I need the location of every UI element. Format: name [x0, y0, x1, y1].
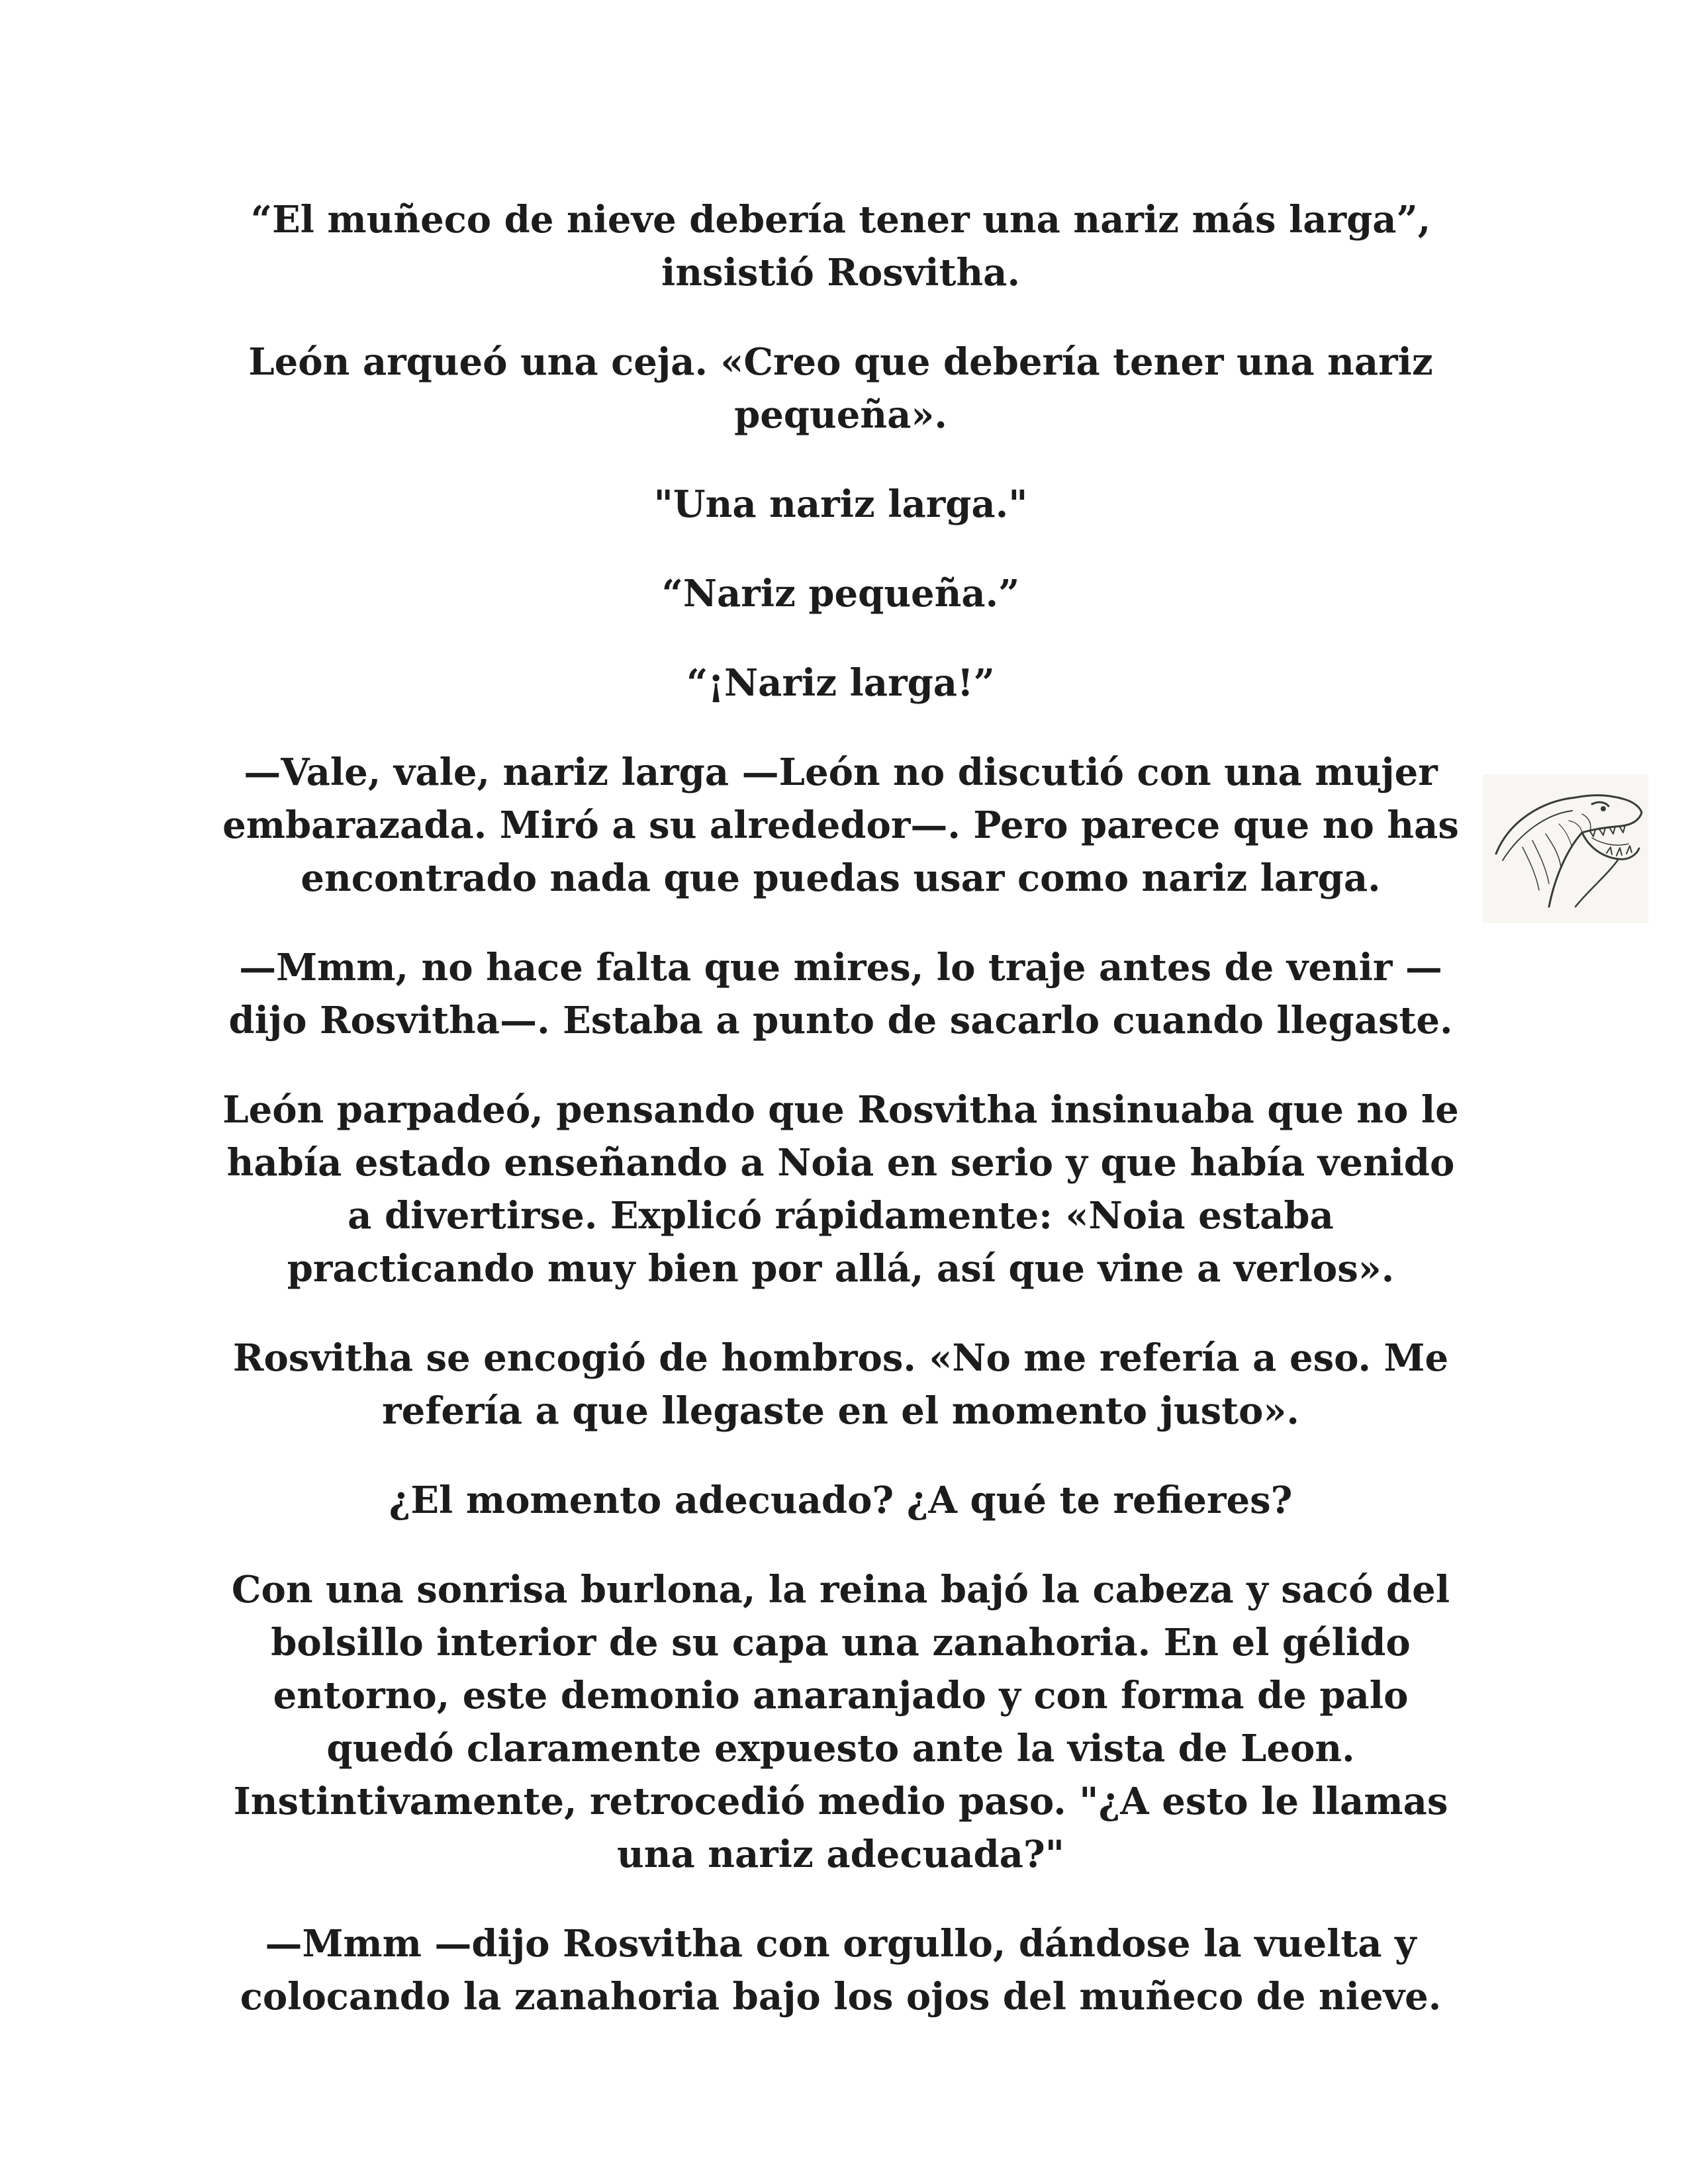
paragraph-1: “El muñeco de nieve debería tener una nariz más larga”, insistió Rosvitha.: [250, 198, 1431, 295]
paragraph-7: —Mmm, no hace falta que mires, lo traje antes de venir —dijo Rosvitha—. Estaba a punto de sacarlo cuando llegaste.: [228, 946, 1453, 1042]
dinosaur-head-sketch-icon: [1483, 774, 1648, 923]
paragraph-11: Con una sonrisa burlona, la reina bajó la cabeza y sacó del bolsillo interior de su capa una zanahoria. En el gélido entorno, este demonio anaranjado y con forma de palo quedó claramente expuesto ante la vista de Leon. Instintivamente, retrocedió medio paso. "¿A esto le llamas una nariz adecuada?": [231, 1568, 1450, 1876]
paragraph-6: —Vale, vale, nariz larga —León no discutió con una mujer embarazada. Miró a su alrededor—. Pero parece que no has encontrado nada que puedas usar como nariz larga.: [222, 751, 1459, 900]
paragraph-9: Rosvitha se encogió de hombros. «No me refería a eso. Me refería a que llegaste en el momento justo».: [232, 1336, 1449, 1433]
paragraph-8: León parpadeó, pensando que Rosvitha insinuaba que no le había estado enseñando a Noia en serio y que había venido a divertirse. Explicó rápidamente: «Noia estaba practicando muy bien por allá, así que vine a verlos».: [222, 1088, 1459, 1291]
paragraph-2: León arqueó una ceja. «Creo que debería tener una nariz pequeña».: [248, 340, 1433, 437]
paragraph-10: ¿El momento adecuado? ¿A qué te refieres?: [389, 1479, 1293, 1522]
paragraph-4: “Nariz pequeña.”: [661, 572, 1020, 615]
story-text: [218, 193, 1463, 2060]
paragraph-3: "Una nariz larga.": [653, 482, 1028, 526]
paragraph-12: —Mmm —dijo Rosvitha con orgullo, dándose la vuelta y colocando la zanahoria bajo los ojos del muñeco de nieve.: [240, 1922, 1442, 2019]
paragraph-5: “¡Nariz larga!”: [686, 661, 995, 705]
